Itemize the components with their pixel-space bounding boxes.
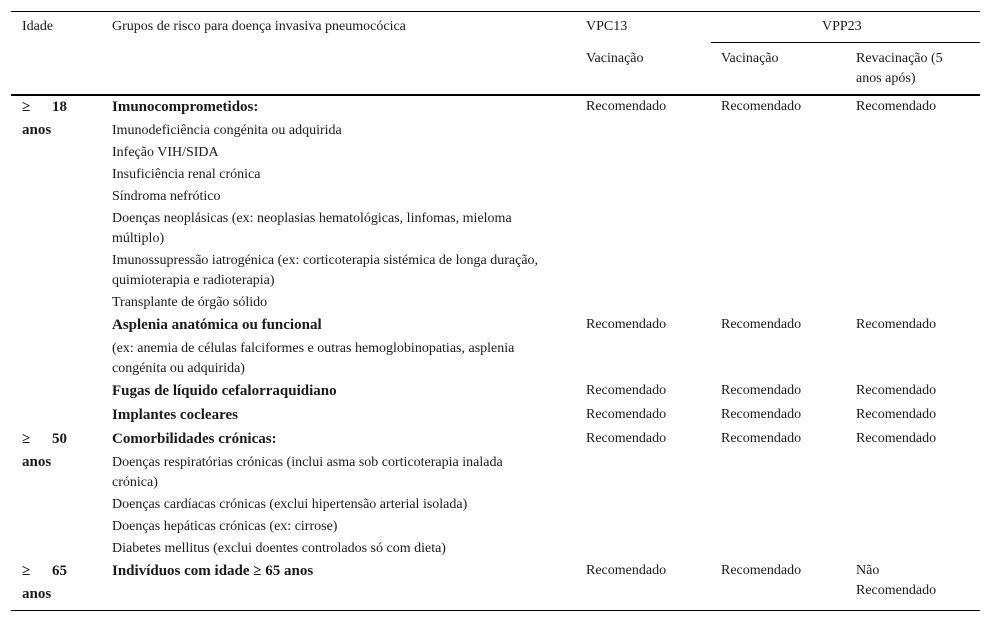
group-item: Doenças respiratórias crónicas (inclui asma sob corticoterapia inalada crónica) [112,455,503,490]
group-asplenia-title: Asplenia anatómica ou funcional [112,317,322,333]
group-age65-title: Indivíduos com idade ≥ 65 anos [112,563,314,579]
rec-age65-vpp23: Recomendado [721,563,802,578]
rec-csf-revac: Recomendado [856,383,937,398]
age-50 [22,428,67,450]
age-18-unit: anos [22,122,52,138]
rec-comorb-revac: Recomendado [856,431,937,446]
group-cochlear-implants-title: Implantes cocleares [112,407,238,423]
rec-immuno-vpp23: Recomendado [721,99,802,114]
header-vpp23-revaccination: Revacinação (5 anos após) [856,51,943,86]
group-item: Infeção VIH/SIDA [112,145,219,160]
bottom-rule [11,610,980,611]
group-item: Transplante de órgão sólido [112,295,268,310]
rec-age65-vpc13: Recomendado [586,563,667,578]
header-vpp23-vaccination: Vacinação [721,51,779,66]
rec-cochlear-vpc13: Recomendado [586,407,667,422]
header-vpc13-vaccination: Vacinação [586,51,644,66]
group-asplenia-detail: (ex: anemia de células falciformes e outras hemoglobinopatias, asplenia congénita ou adquirida) [112,341,515,376]
age-65-symbol: ≥ [22,563,31,579]
header-age: Idade [22,19,54,34]
rec-asplenia-revac: Recomendado [856,317,937,332]
rec-comorb-vpc13: Recomendado [586,431,667,446]
age-65-value: 65 [52,563,67,579]
rec-csf-vpc13: Recomendado [586,383,667,398]
group-item: Doenças cardíacas crónicas (exclui hipertensão arterial isolada) [112,497,468,512]
age-50-symbol: ≥ [22,431,31,447]
group-item: Síndroma nefrótico [112,189,221,204]
group-item: Insuficiência renal crónica [112,167,261,182]
rec-comorb-vpp23: Recomendado [721,431,802,446]
rec-immuno-revac: Recomendado [856,99,937,114]
group-item: Diabetes mellitus (exclui doentes controlados só com dieta) [112,541,446,556]
age-18-value: 18 [52,99,67,115]
header-vpc13: VPC13 [586,19,628,34]
group-immunocompromised-title: Imunocomprometidos: [112,99,259,115]
age-18 [22,96,67,118]
rec-asplenia-vpp23: Recomendado [721,317,802,332]
group-item: Imunossupressão iatrogénica (ex: corticoterapia sistémica de longa duração, quimioterapia e radioterapia) [112,253,539,288]
rec-age65-revac: Não Recomendado [856,563,937,598]
pneumococcal-vaccination-table [11,0,980,623]
age-50-unit: anos [22,454,52,470]
group-item: Doenças hepáticas crónicas (ex: cirrose) [112,519,338,534]
rec-immuno-vpc13: Recomendado [586,99,667,114]
group-comorbidities-title: Comorbilidades crónicas: [112,431,277,447]
header-risk-groups: Grupos de risco para doença invasiva pneumocócica [112,19,406,34]
age-65-unit: anos [22,586,52,602]
rec-cochlear-revac: Recomendado [856,407,937,422]
age-65 [22,560,67,582]
group-csf-leak-title: Fugas de líquido cefalorraquidiano [112,383,337,399]
rec-asplenia-vpc13: Recomendado [586,317,667,332]
group-item: Imunodeficiência congénita ou adquirida [112,123,342,138]
group-item: Doenças neoplásicas (ex: neoplasias hematológicas, linfomas, mieloma múltiplo) [112,211,512,246]
age-50-value: 50 [52,431,67,447]
rec-cochlear-vpp23: Recomendado [721,407,802,422]
rec-csf-vpp23: Recomendado [721,383,802,398]
vpp23-subheader-rule [711,42,980,43]
header-vpp23: VPP23 [822,19,862,34]
age-18-symbol: ≥ [22,99,31,115]
top-rule [11,11,980,12]
